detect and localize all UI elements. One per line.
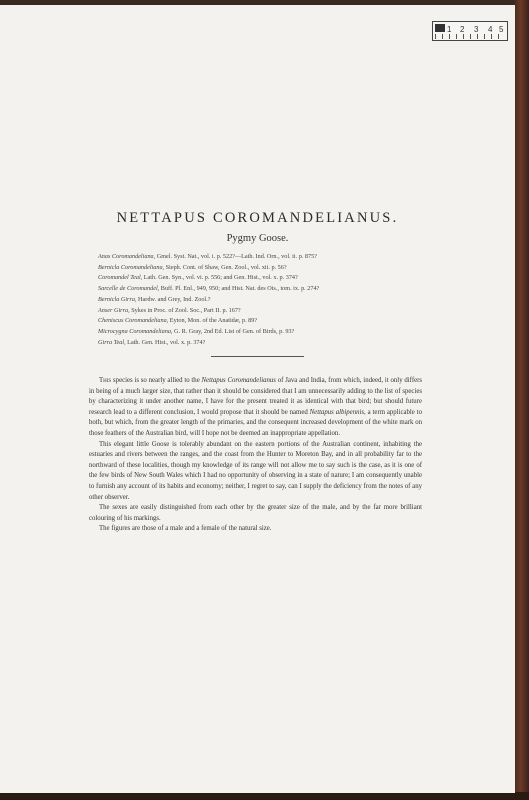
synonym-entry: Bernicla Girra, Hardw. and Grey, Ind. Zool.?: [98, 295, 211, 303]
ruler-num-1: 1: [447, 25, 452, 34]
ruler-num-2: 2: [460, 25, 465, 34]
synonym-entry: Girra Teal, Lath. Gen. Hist., vol. x. p. 374?: [98, 338, 206, 346]
ruler-marker: [435, 24, 445, 32]
paragraph: This species is so nearly allied to the Nettapus Coromandelianus of Java and India, from which, indeed, it only differs in being of a much larger size, that rather than it should be considered that I am unnecessarily adding to the list of species by characterizing it under another name, I have for the present treated it as identical with that bird; but should future research lead to a different conclusion, I would propose that it should be named Nettapus albipennis, a term applicable to both, but which, from the greater length of the primaries, and the consequent increased development of the white mark on those feathers of the Australian bird, will I hope not be deemed an inappropriate appellation.: [89, 377, 423, 437]
section-divider: [211, 356, 304, 357]
paragraph: This elegant little Goose is tolerably abundant on the eastern portions of the Australian continent, inhabiting the estuaries and rivers between the ranges, and the coast from the Hunter to Moreton Bay, and in all probability far to the northward of these localities, though my knowledge of its range will not allow me to say such is the case, as it is one of the few birds of New South Wales which I had no opportunity of observing in a state of nature; I am consequently unable to furnish any account of its habits and economy; neither, I regret to say, can I supply the deficiency from the notes of any other observer.: [89, 440, 422, 501]
ruler-num-4: 4: [488, 25, 493, 34]
page-title: NETTAPUS COROMANDELIANUS.: [116, 210, 399, 226]
paragraph: The sexes are easily distinguished from each other by the greater size of the male, and by the far more brilliant colouring of his markings.: [89, 504, 422, 522]
frame-bottom: [0, 792, 529, 800]
synonym-entry: Cheniscus Coromandeliana, Eyton, Mon. of the Anatidæ, p. 89?: [98, 317, 258, 325]
ruler-num-3: 3: [474, 25, 479, 34]
ruler-num-5: 5: [499, 25, 504, 34]
synonymy-list: [98, 252, 438, 348]
synonym-entry: Anas Coromandeliana, Gmel. Syst. Nat., vol. i. p. 522?—Lath. Ind. Orn., vol. ii. p. 875?: [98, 253, 317, 260]
scale-ruler: [432, 21, 508, 41]
synonym-entry: Anser Girra, Sykes in Proc. of Zool. Soc., Part II. p. 167?: [98, 306, 241, 314]
synonym-entry: Microcygna Coromandeliana, G. R. Gray, 2nd Ed. List of Gen. of Birds, p. 93?: [98, 327, 295, 335]
ruler-ticks: [435, 34, 505, 39]
page-subtitle: Pygmy Goose.: [226, 233, 289, 244]
synonym-entry: Coromandel Teal, Lath. Gen. Syn., vol. vi. p. 556; and Gen. Hist., vol. x. p. 374?: [98, 274, 298, 282]
paragraph: The figures are those of a male and a female of the natural size.: [99, 525, 272, 533]
body-text: [89, 376, 422, 535]
synonym-entry: Sarcelle de Coromandel, Buff. Pl. Enl., 949, 950; and Hist. Nat. des Ois., tom. ix. p. 274?: [98, 285, 320, 293]
synonym-entry: Bernicla Coromandeliana, Steph. Cont. of Shaw, Gen. Zool., vol. xii. p. 56?: [98, 263, 287, 271]
book-edge: [515, 0, 529, 800]
